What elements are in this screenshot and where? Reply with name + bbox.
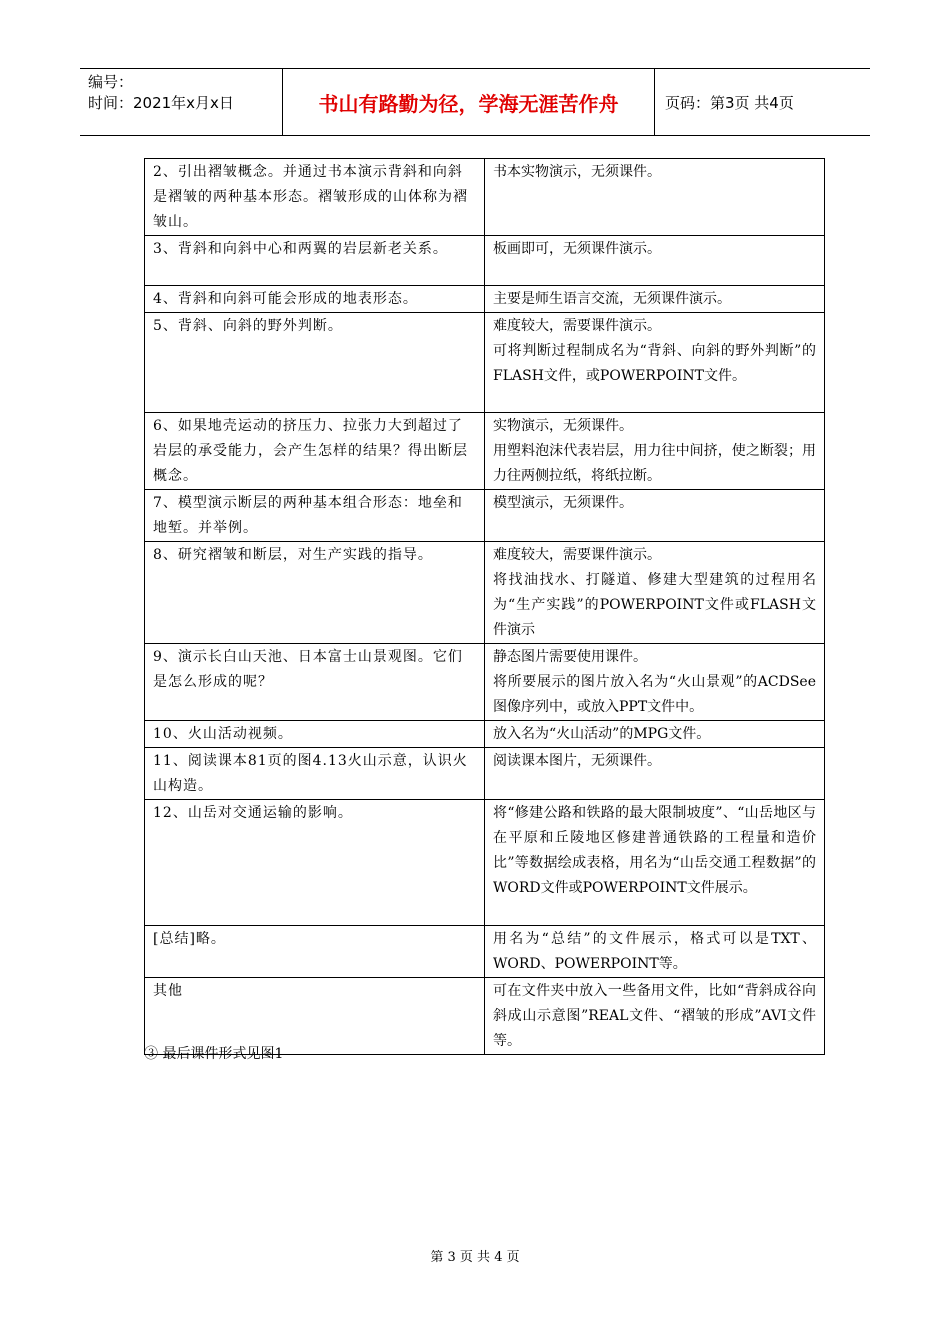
step-cell: 4、背斜和向斜可能会形成的地表形态。 xyxy=(145,286,485,313)
header-page-label: 页码：第3页 共4页 xyxy=(665,93,794,112)
step-cell: 11、阅读课本81页的图4.13火山示意，认识火山构造。 xyxy=(145,748,485,800)
step-cell: 5、背斜、向斜的野外判断。 xyxy=(145,313,485,413)
step-cell: 其他 xyxy=(145,978,485,1055)
method-line: 用塑料泡沫代表岩层，用力往中间挤，使之断裂；用力往两侧拉纸，将纸拉断。 xyxy=(493,443,816,484)
table-row xyxy=(145,313,825,413)
method-line: 可将判断过程制成名为“背斜、向斜的野外判断”的FLASH文件，或POWERPOINT文件。 xyxy=(493,343,816,384)
method-line: 放入名为“火山活动”的MPG文件。 xyxy=(493,726,711,742)
time-label: 时间：2021年x月x日 xyxy=(88,94,234,112)
table-row xyxy=(145,286,825,313)
step-cell: 8、研究褶皱和断层，对生产实践的指导。 xyxy=(145,542,485,644)
table-row xyxy=(145,490,825,542)
lesson-table xyxy=(144,158,825,1055)
method-cell xyxy=(485,159,825,236)
method-line: 模型演示，无须课件。 xyxy=(493,495,633,511)
method-cell xyxy=(485,490,825,542)
method-cell xyxy=(485,978,825,1055)
header-meta xyxy=(80,69,283,135)
method-line: 可在文件夹中放入一些备用文件，比如“背斜成谷向斜成山示意图”REAL文件、“褶皱的形成”AVI文件等。 xyxy=(493,983,816,1049)
table-row xyxy=(145,926,825,978)
step-cell: 7、模型演示断层的两种基本组合形态：地垒和地堑。并举例。 xyxy=(145,490,485,542)
method-line: 将“修建公路和铁路的最大限制坡度”、“山岳地区与在平原和丘陵地区修建普通铁路的工程量和造价比”等数据绘成表格，用名为“山岳交通工程数据”的WORD文件或POWERPOINT文件展示。 xyxy=(493,805,816,896)
page-header xyxy=(80,68,870,136)
method-line: 主要是师生语言交流，无须课件演示。 xyxy=(493,291,731,307)
step-cell: [总结]略。 xyxy=(145,926,485,978)
step-cell: 2、引出褶皱概念。并通过书本演示背斜和向斜是褶皱的两种基本形态。褶皱形成的山体称为褶皱山。 xyxy=(145,159,485,236)
table-row xyxy=(145,748,825,800)
method-line: 实物演示，无须课件。 xyxy=(493,418,633,434)
method-cell xyxy=(485,800,825,926)
method-cell xyxy=(485,644,825,721)
method-cell xyxy=(485,926,825,978)
table-row xyxy=(145,159,825,236)
method-cell xyxy=(485,313,825,413)
method-cell xyxy=(485,236,825,286)
number-label: 编号： xyxy=(88,73,134,91)
method-cell xyxy=(485,286,825,313)
page-footer: 第 3 页 共 4 页 xyxy=(430,1250,520,1265)
method-cell xyxy=(485,721,825,748)
method-cell xyxy=(485,748,825,800)
table-row xyxy=(145,413,825,490)
method-cell xyxy=(485,413,825,490)
method-line: 难度较大，需要课件演示。 xyxy=(493,318,661,334)
table-row xyxy=(145,236,825,286)
header-motto: 书山有路勤为径，学海无涯苦作舟 xyxy=(283,69,655,135)
table-row xyxy=(145,721,825,748)
method-line: 将所要展示的图片放入名为“火山景观”的ACDSee图像序列中，或放入PPT文件中。 xyxy=(493,674,816,715)
method-line: 阅读课本图片，无须课件。 xyxy=(493,753,661,769)
step-cell: 9、演示长白山天池、日本富士山景观图。它们是怎么形成的呢？ xyxy=(145,644,485,721)
table-row xyxy=(145,542,825,644)
step-cell: 3、背斜和向斜中心和两翼的岩层新老关系。 xyxy=(145,236,485,286)
method-line: 将找油找水、打隧道、修建大型建筑的过程用名为“生产实践”的POWERPOINT文件或FLASH文件演示 xyxy=(493,572,816,638)
table-row xyxy=(145,644,825,721)
table-row xyxy=(145,800,825,926)
figure-note: ③ 最后课件形式见图1 xyxy=(144,1046,284,1062)
method-line: 用名为“总结”的文件展示，格式可以是TXT、WORD、POWERPOINT等。 xyxy=(493,931,816,972)
step-cell: 12、山岳对交通运输的影响。 xyxy=(145,800,485,926)
method-line: 书本实物演示，无须课件。 xyxy=(493,164,661,180)
method-cell xyxy=(485,542,825,644)
method-line: 板画即可，无须课件演示。 xyxy=(493,241,661,257)
step-cell: 6、如果地壳运动的挤压力、拉张力大到超过了岩层的承受能力，会产生怎样的结果？得出断层概念。 xyxy=(145,413,485,490)
step-cell: 10、火山活动视频。 xyxy=(145,721,485,748)
method-line: 难度较大，需要课件演示。 xyxy=(493,547,661,563)
method-line: 静态图片需要使用课件。 xyxy=(493,649,647,665)
